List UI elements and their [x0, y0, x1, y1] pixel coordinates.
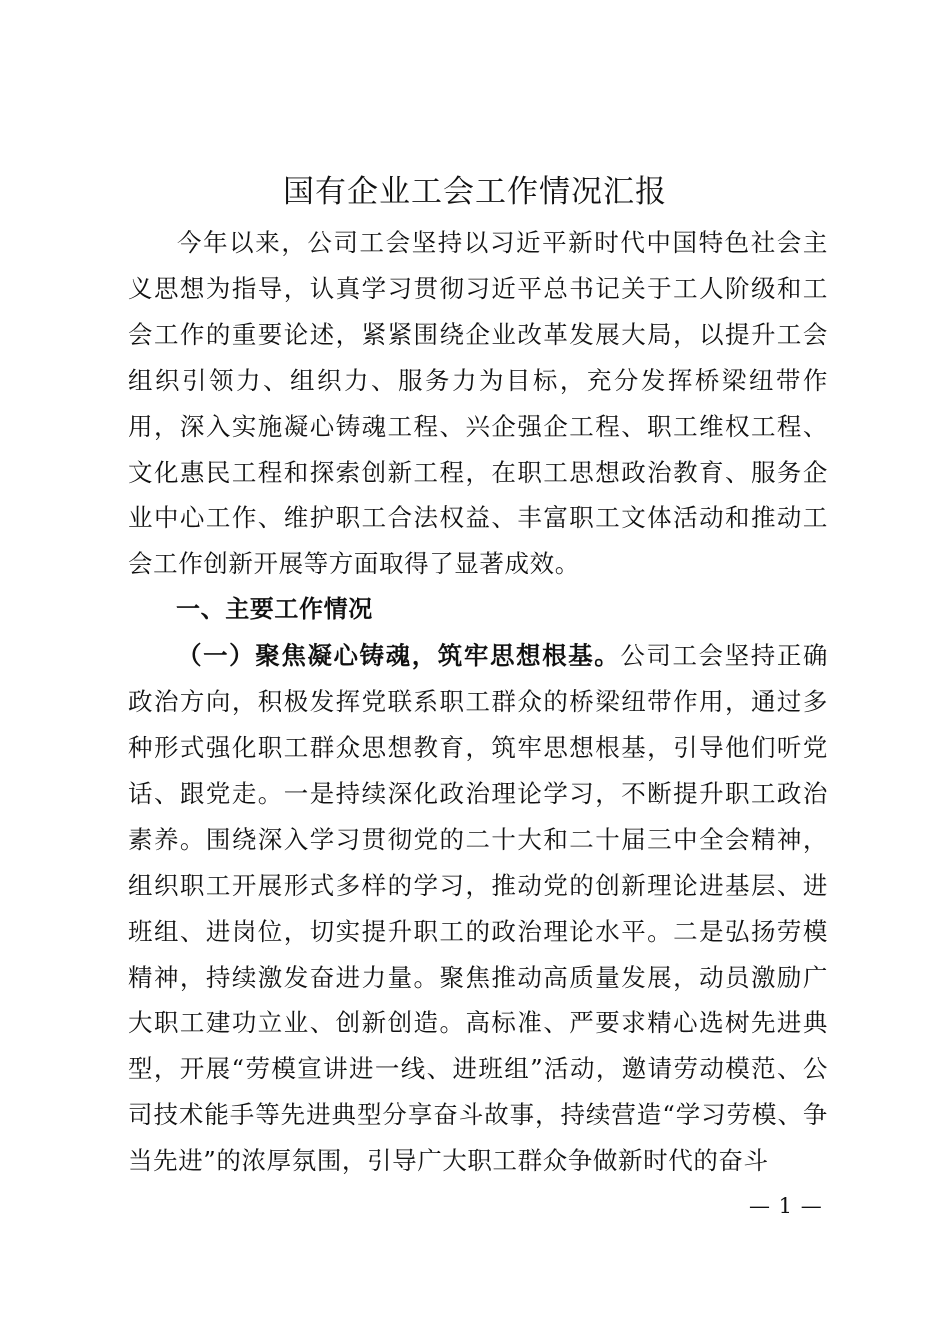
subsection-body: 公司工会坚持正确政治方向，积极发挥党联系职工群众的桥梁纽带作用，通过多种形式强化职工群众思想教育，筑牢思想根基，引导他们听党话、跟党走。一是持续深化政治理论学习，不断提升职工政治素养。围绕深入学习贯彻党的二十大和二十届三中全会精神，组织职工开展形式多样的学习，推动党的创新理论进基层、进班组、进岗位，切实提升职工的政治理论水平。二是弘扬劳模精神，持续激发奋进力量。聚焦推动高质量发展，动员激励广大职工建功立业、创新创造。高标准、严要求精心选树先进典型，开展“劳模宣讲进一线、进班组”活动，邀请劳动模范、公司技术能手等先进典型分享奋斗故事，持续营造“学习劳模、争当先进”的浓厚氛围，引导广大职工群众争做新时代的奋斗 [128, 641, 828, 1176]
subsection-title: （一）聚焦凝心铸魂，筑牢思想根基。 [177, 641, 621, 671]
section-heading: 一、主要工作情况 [176, 595, 373, 624]
document-body [128, 220, 828, 1184]
intro-paragraph: 今年以来，公司工会坚持以习近平新时代中国特色社会主义思想为指导，认真学习贯彻习近平总书记关于工人阶级和工会工作的重要论述，紧紧围绕企业改革发展大局，以提升工会组织引领力、组织力、服务力为目标，充分发挥桥梁纽带作用，深入实施凝心铸魂工程、兴企强企工程、职工维权工程、文化惠民工程和探索创新工程，在职工思想政治教育、服务企业中心工作、维护职工合法权益、丰富职工文体活动和推动工会工作创新开展等方面取得了显著成效。 [128, 228, 828, 579]
subsection-paragraph [128, 633, 828, 1184]
page-number: — 1 — [749, 1194, 823, 1218]
document-title: 国有企业工会工作情况汇报 [283, 174, 667, 210]
